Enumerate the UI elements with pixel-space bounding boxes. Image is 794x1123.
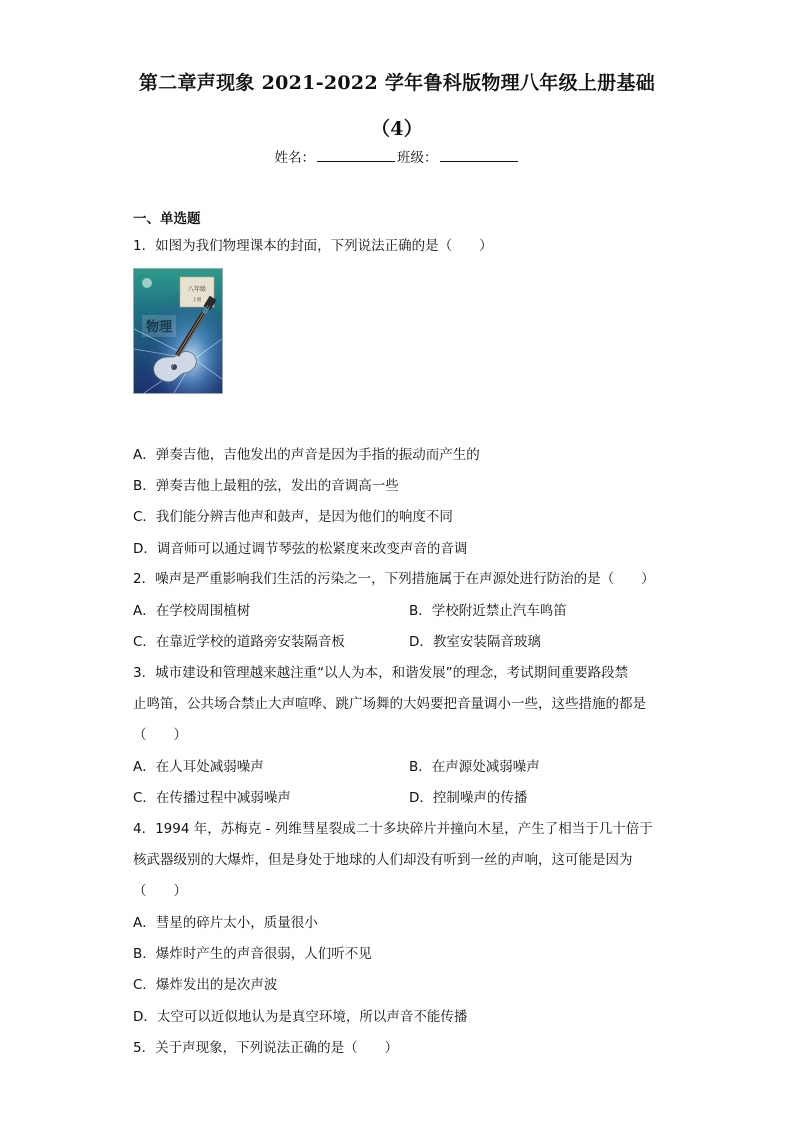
textbook-cover-image <box>133 268 223 394</box>
cover-volume-text: 上册 <box>192 298 202 303</box>
question-4-stem-line-1: 4．1994 年，苏梅克 - 列维彗星裂成二十多块碎片并撞向木星，产生了相当于几十倍于 <box>133 821 653 837</box>
question-1-option-c[interactable]: C．我们能分辨吉他声和鼓声，是因为他们的响度不同 <box>133 509 453 525</box>
student-info-line <box>0 146 794 166</box>
question-2-option-b[interactable]: B．学校附近禁止汽车鸣笛 <box>409 603 567 619</box>
section-heading: 一、单选题 <box>133 211 201 227</box>
question-3-stem-line-1: 3．城市建设和管理越来越注重“以人为本，和谐发展”的理念，考试期间重要路段禁 <box>133 665 629 681</box>
question-3-option-a[interactable]: A．在人耳处减弱噪声 <box>133 759 264 775</box>
question-1-option-b[interactable]: B．弹奏吉他上最粗的弦，发出的音调高一些 <box>133 478 399 494</box>
question-3-option-c[interactable]: C．在传播过程中减弱噪声 <box>133 790 291 806</box>
question-3-stem-line-3: （ ） <box>133 727 187 743</box>
class-label: 班级： <box>397 150 438 166</box>
question-3-option-d[interactable]: D．控制噪声的传播 <box>409 790 528 806</box>
question-4-option-b[interactable]: B．爆炸时产生的声音很弱，人们听不见 <box>133 946 372 962</box>
question-4-option-a[interactable]: A．彗星的碎片太小，质量很小 <box>133 915 318 931</box>
question-1-stem: 1．如图为我们物理课本的封面，下列说法正确的是（ ） <box>133 238 493 254</box>
question-2-option-a[interactable]: A．在学校周围植树 <box>133 603 251 619</box>
name-blank[interactable] <box>317 149 395 162</box>
question-3-option-b[interactable]: B．在声源处减弱噪声 <box>409 759 540 775</box>
textbook-cover-illustration <box>134 269 222 393</box>
question-3-stem-line-2: 止鸣笛，公共场合禁止大声喧哗、跳广场舞的大妈要把音量调小一些，这些措施的都是 <box>133 696 646 712</box>
question-1-option-a[interactable]: A．弹奏吉他，吉他发出的声音是因为手指的振动而产生的 <box>133 447 480 463</box>
cover-grade-text: 八年级 <box>187 286 207 293</box>
question-5-stem: 5．关于声现象，下列说法正确的是（ ） <box>133 1040 399 1056</box>
question-4-stem-line-2: 核武器级别的大爆炸，但是身处于地球的人们却没有听到一丝的声响，这可能是因为 <box>133 852 633 868</box>
page-title-number: （4） <box>370 118 424 140</box>
question-4-stem-line-3: （ ） <box>133 883 187 899</box>
question-2-stem: 2．噪声是严重影响我们生活的污染之一，下列措施属于在声源处进行防治的是（ ） <box>133 571 655 587</box>
page-title: 第二章声现象 2021-2022 学年鲁科版物理八年级上册基础 <box>138 72 656 94</box>
question-2-option-d[interactable]: D．教室安装隔音玻璃 <box>409 634 541 650</box>
question-4-option-d[interactable]: D．太空可以近似地认为是真空环境，所以声音不能传播 <box>133 1009 468 1025</box>
question-4-option-c[interactable]: C．爆炸发出的是次声波 <box>133 977 278 993</box>
question-1-option-d[interactable]: D．调音师可以通过调节琴弦的松紧度来改变声音的音调 <box>133 541 468 557</box>
cover-subject-text: 物理 <box>145 320 173 335</box>
class-blank[interactable] <box>440 149 518 162</box>
question-2-option-c[interactable]: C．在靠近学校的道路旁安装隔音板 <box>133 634 345 650</box>
name-label: 姓名： <box>274 150 315 166</box>
